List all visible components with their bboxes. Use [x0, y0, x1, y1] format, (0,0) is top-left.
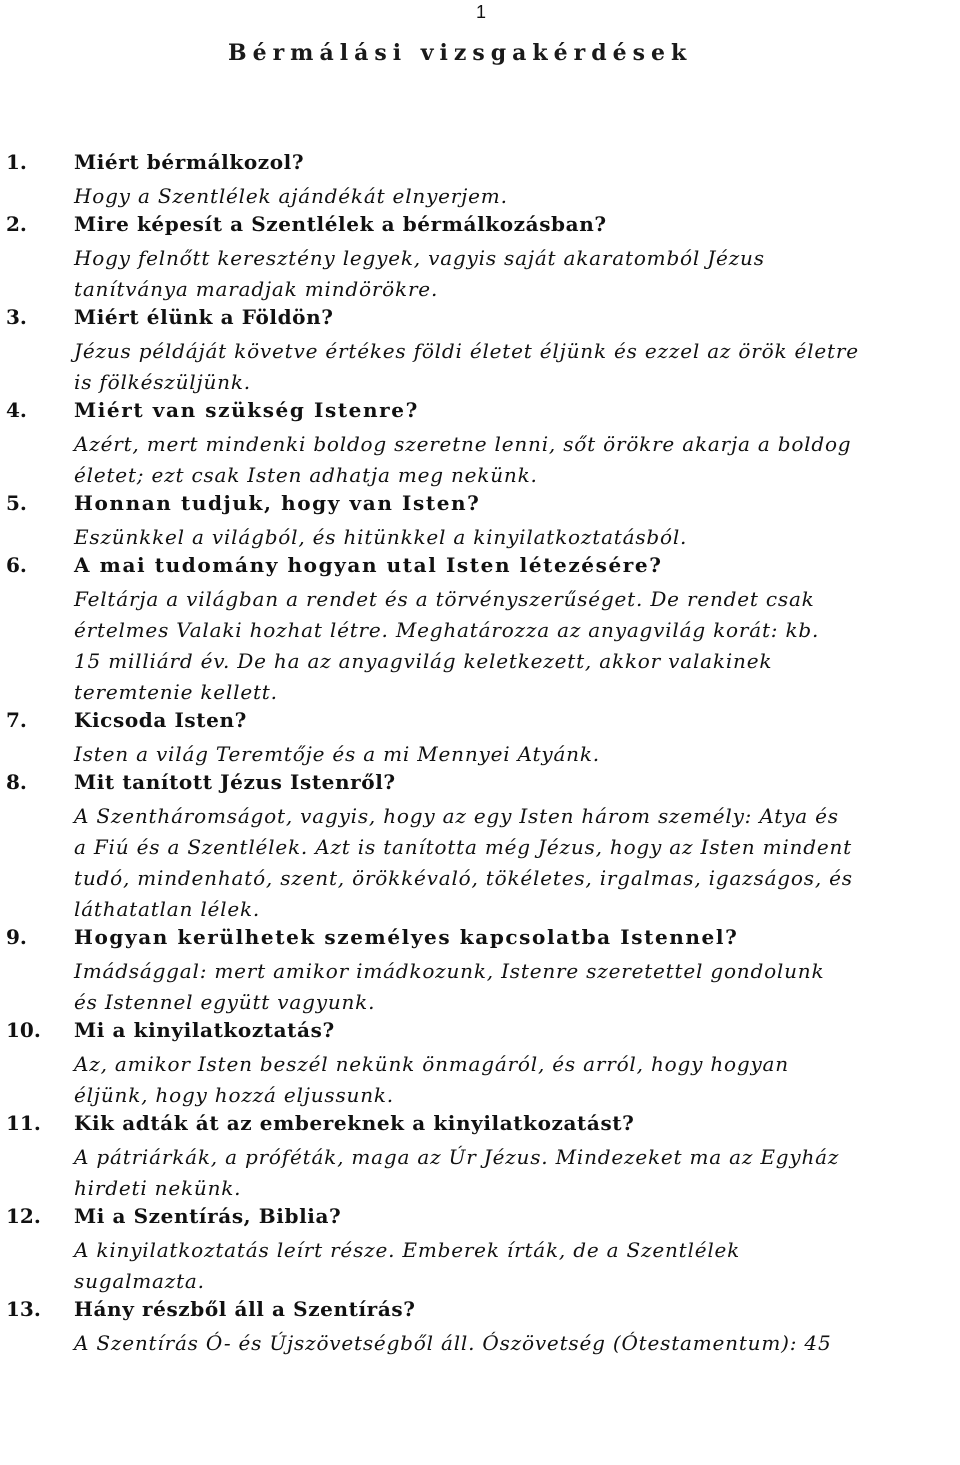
question-number: 12. [6, 1204, 41, 1228]
question-text: Kicsoda Isten? [74, 708, 247, 732]
qa-item-13 [6, 1297, 956, 1359]
question-text: Kik adták át az embereknek a kinyilatkozatást? [74, 1111, 635, 1135]
answer-text: Isten a világ Teremtője és a mi Mennyei Atyánk. [74, 742, 600, 766]
question-text: Mi a kinyilatkoztatás? [74, 1018, 335, 1042]
answer-text: Feltárja a világban a rendet és a törvényszerűséget. De rendet csak értelmes Valaki hozhat létre. Meghatározza az anyagvilág korát: kb. 15 milliárd év. De ha az anyagvilág keletkezett, akkor valakinek teremtenie kellett. [74, 587, 820, 704]
qa-item-12 [6, 1204, 956, 1297]
answer-text: Hogy a Szentlélek ajándékát elnyerjem. [74, 184, 508, 208]
question-number: 8. [6, 770, 27, 794]
question-number: 9. [6, 925, 27, 949]
question-number: 10. [6, 1018, 41, 1042]
question-number: 13. [6, 1297, 41, 1321]
qa-item-3 [6, 305, 956, 398]
qa-item-1 [6, 150, 956, 212]
question-number: 5. [6, 491, 27, 515]
question-text: Miért élünk a Földön? [74, 305, 334, 329]
qa-item-7 [6, 708, 956, 770]
page-number: 1 [476, 2, 487, 22]
answer-text: Imádsággal: mert amikor imádkozunk, Istenre szeretettel gondolunk és Istennel együtt vagyunk. [74, 959, 825, 1014]
question-number: 7. [6, 708, 27, 732]
question-list [6, 150, 956, 1359]
question-text: Mit tanított Jézus Istenről? [74, 770, 396, 794]
answer-text: Azért, mert mindenki boldog szeretne lenni, sőt örökre akarja a boldog életet; ezt csak Isten adhatja meg nekünk. [74, 432, 852, 487]
answer-text: A pátriárkák, a próféták, maga az Úr Jézus. Mindezeket ma az Egyház hirdeti nekünk. [74, 1145, 840, 1200]
answer-text: A Szentháromságot, vagyis, hogy az egy Isten három személy: Atya és a Fiú és a Szentlélek. Azt is tanította még Jézus, hogy az Isten mindent tudó, mindenható, szent, örökkévaló, tökéletes, irgalmas, igazságos, és láthatatlan lélek. [74, 804, 853, 921]
qa-item-2 [6, 212, 956, 305]
question-number: 11. [6, 1111, 41, 1135]
qa-item-8 [6, 770, 956, 925]
qa-item-9 [6, 925, 956, 1018]
question-text: Mire képesít a Szentlélek a bérmálkozásban? [74, 212, 607, 236]
question-number: 4. [6, 398, 27, 422]
document-title: Bérmálási vizsgakérdések [228, 40, 693, 66]
question-text: Honnan tudjuk, hogy van Isten? [74, 491, 481, 515]
question-text: A mai tudomány hogyan utal Isten létezésére? [74, 553, 663, 577]
qa-item-5 [6, 491, 956, 553]
question-text: Mi a Szentírás, Biblia? [74, 1204, 342, 1228]
qa-item-10 [6, 1018, 956, 1111]
answer-text: A kinyilatkoztatás leírt része. Emberek írták, de a Szentlélek sugalmazta. [74, 1238, 741, 1293]
answer-text: A Szentírás Ó- és Újszövetségből áll. Ószövetség (Ótestamentum): 45 [74, 1331, 832, 1355]
question-text: Hány részből áll a Szentírás? [74, 1297, 416, 1321]
question-text: Miért bérmálkozol? [74, 150, 305, 174]
question-number: 6. [6, 553, 27, 577]
qa-item-11 [6, 1111, 956, 1204]
answer-text: Az, amikor Isten beszél nekünk önmagáról, és arról, hogy hogyan éljünk, hogy hozzá eljussunk. [74, 1052, 789, 1107]
question-number: 2. [6, 212, 27, 236]
question-text: Hogyan kerülhetek személyes kapcsolatba Istennel? [74, 925, 739, 949]
answer-text: Jézus példáját követve értékes földi életet éljünk és ezzel az örök életre is fölkészüljünk. [74, 339, 859, 394]
answer-text: Eszünkkel a világból, és hitünkkel a kinyilatkoztatásból. [74, 525, 688, 549]
question-number: 3. [6, 305, 27, 329]
answer-text: Hogy felnőtt keresztény legyek, vagyis saját akaratomból Jézus tanítványa maradjak mindörökre. [74, 246, 765, 301]
qa-item-4 [6, 398, 956, 491]
qa-item-6 [6, 553, 956, 708]
question-text: Miért van szükség Istenre? [74, 398, 419, 422]
question-number: 1. [6, 150, 27, 174]
